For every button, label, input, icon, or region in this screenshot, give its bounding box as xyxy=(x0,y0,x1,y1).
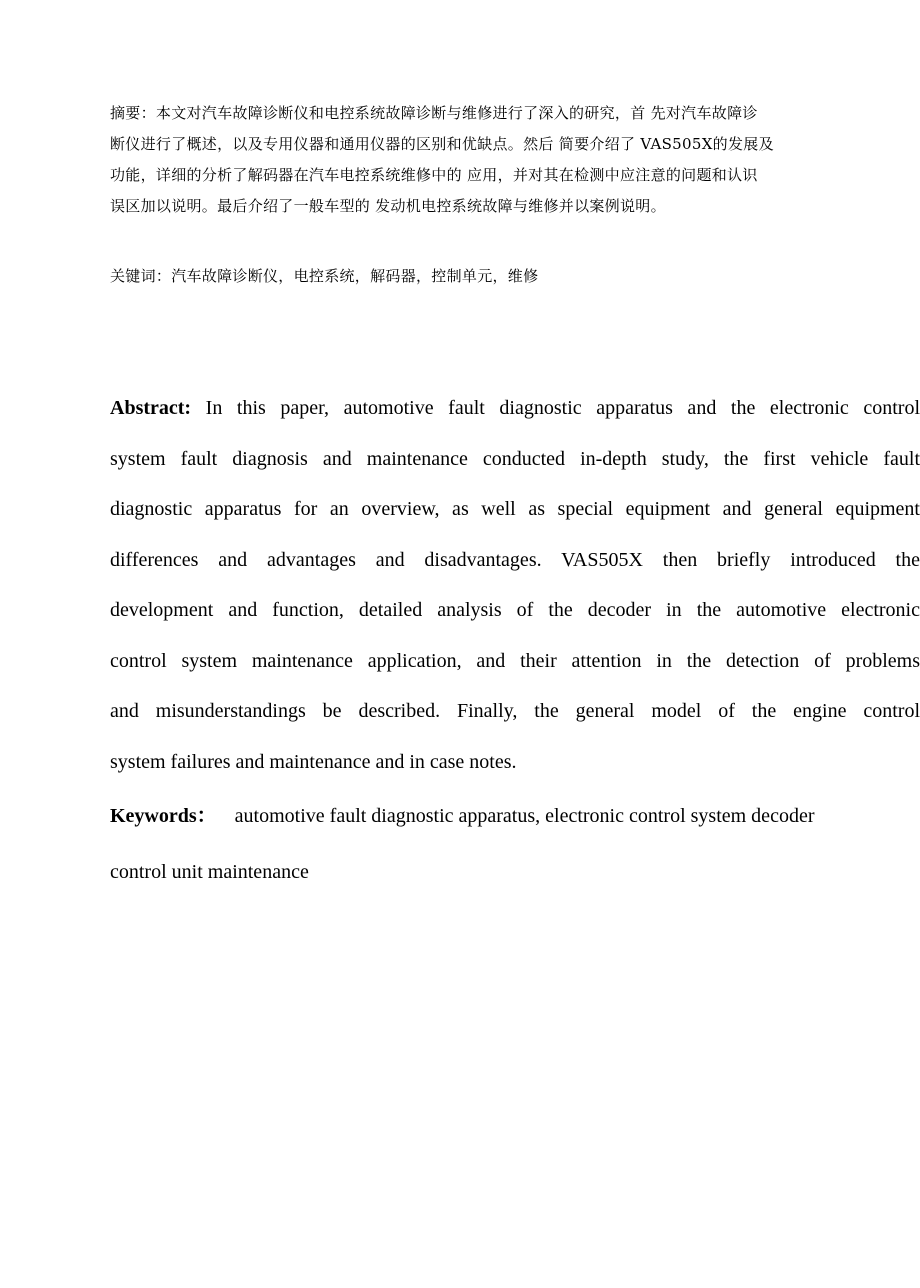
english-abstract xyxy=(110,383,920,787)
chinese-keywords xyxy=(110,261,910,292)
chinese-keywords-label: 关键词： xyxy=(110,267,172,285)
english-keywords-text: automotive fault diagnostic apparatus, electronic control system decoder xyxy=(234,805,815,827)
english-abstract-label: Abstract: xyxy=(110,397,192,419)
chinese-abstract-line: 误区加以说明。最后介绍了一般车型的 发动机电控系统故障与维修并以案例说明。 xyxy=(110,197,666,215)
english-keywords-text: control unit maintenance xyxy=(110,861,309,883)
english-keywords xyxy=(110,802,920,830)
chinese-abstract-label: 摘要： xyxy=(110,104,156,122)
chinese-abstract-text: 本文对汽车故障诊断仪和电控系统故障诊断与维修进行了深入的研究，首 先对汽车故障诊 xyxy=(155,104,758,122)
english-abstract-line: differences and advantages and disadvantages. VAS505X then briefly introduced the xyxy=(110,548,920,571)
chinese-abstract-line: 功能，详细的分析了解码器在汽车电控系统维修中的 应用，并对其在检测中应注意的问题和认识 xyxy=(110,166,758,184)
chinese-keywords-text: 汽车故障诊断仪，电控系统，解码器，控制单元，维修 xyxy=(171,267,539,285)
chinese-abstract-line xyxy=(110,98,910,129)
chinese-abstract xyxy=(110,98,910,222)
english-abstract-line: and misunderstandings be described. Finally, the general model of the engine control xyxy=(110,700,920,722)
english-abstract-line: system failures and maintenance and in case notes. xyxy=(110,750,517,773)
english-abstract-line: development and function, detailed analysis of the decoder in the automotive electronic xyxy=(110,599,920,621)
english-abstract-line: control system maintenance application, and their attention in the detection of problems xyxy=(110,649,920,672)
english-abstract-line xyxy=(110,383,920,434)
chinese-abstract-line: 断仪进行了概述，以及专用仪器和通用仪器的区别和优缺点。然后 简要介绍了 VAS505X的发展及 xyxy=(110,135,774,153)
english-abstract-text: In this paper, automotive fault diagnostic apparatus and the electronic control xyxy=(191,397,920,419)
english-keywords-continued xyxy=(110,858,920,886)
english-abstract-line: system fault diagnosis and maintenance conducted in-depth study, the first vehicle fault xyxy=(110,447,920,470)
english-abstract-line: diagnostic apparatus for an overview, as well as special equipment and general equipment xyxy=(110,498,920,520)
english-keywords-label: Keywords： xyxy=(110,805,217,827)
